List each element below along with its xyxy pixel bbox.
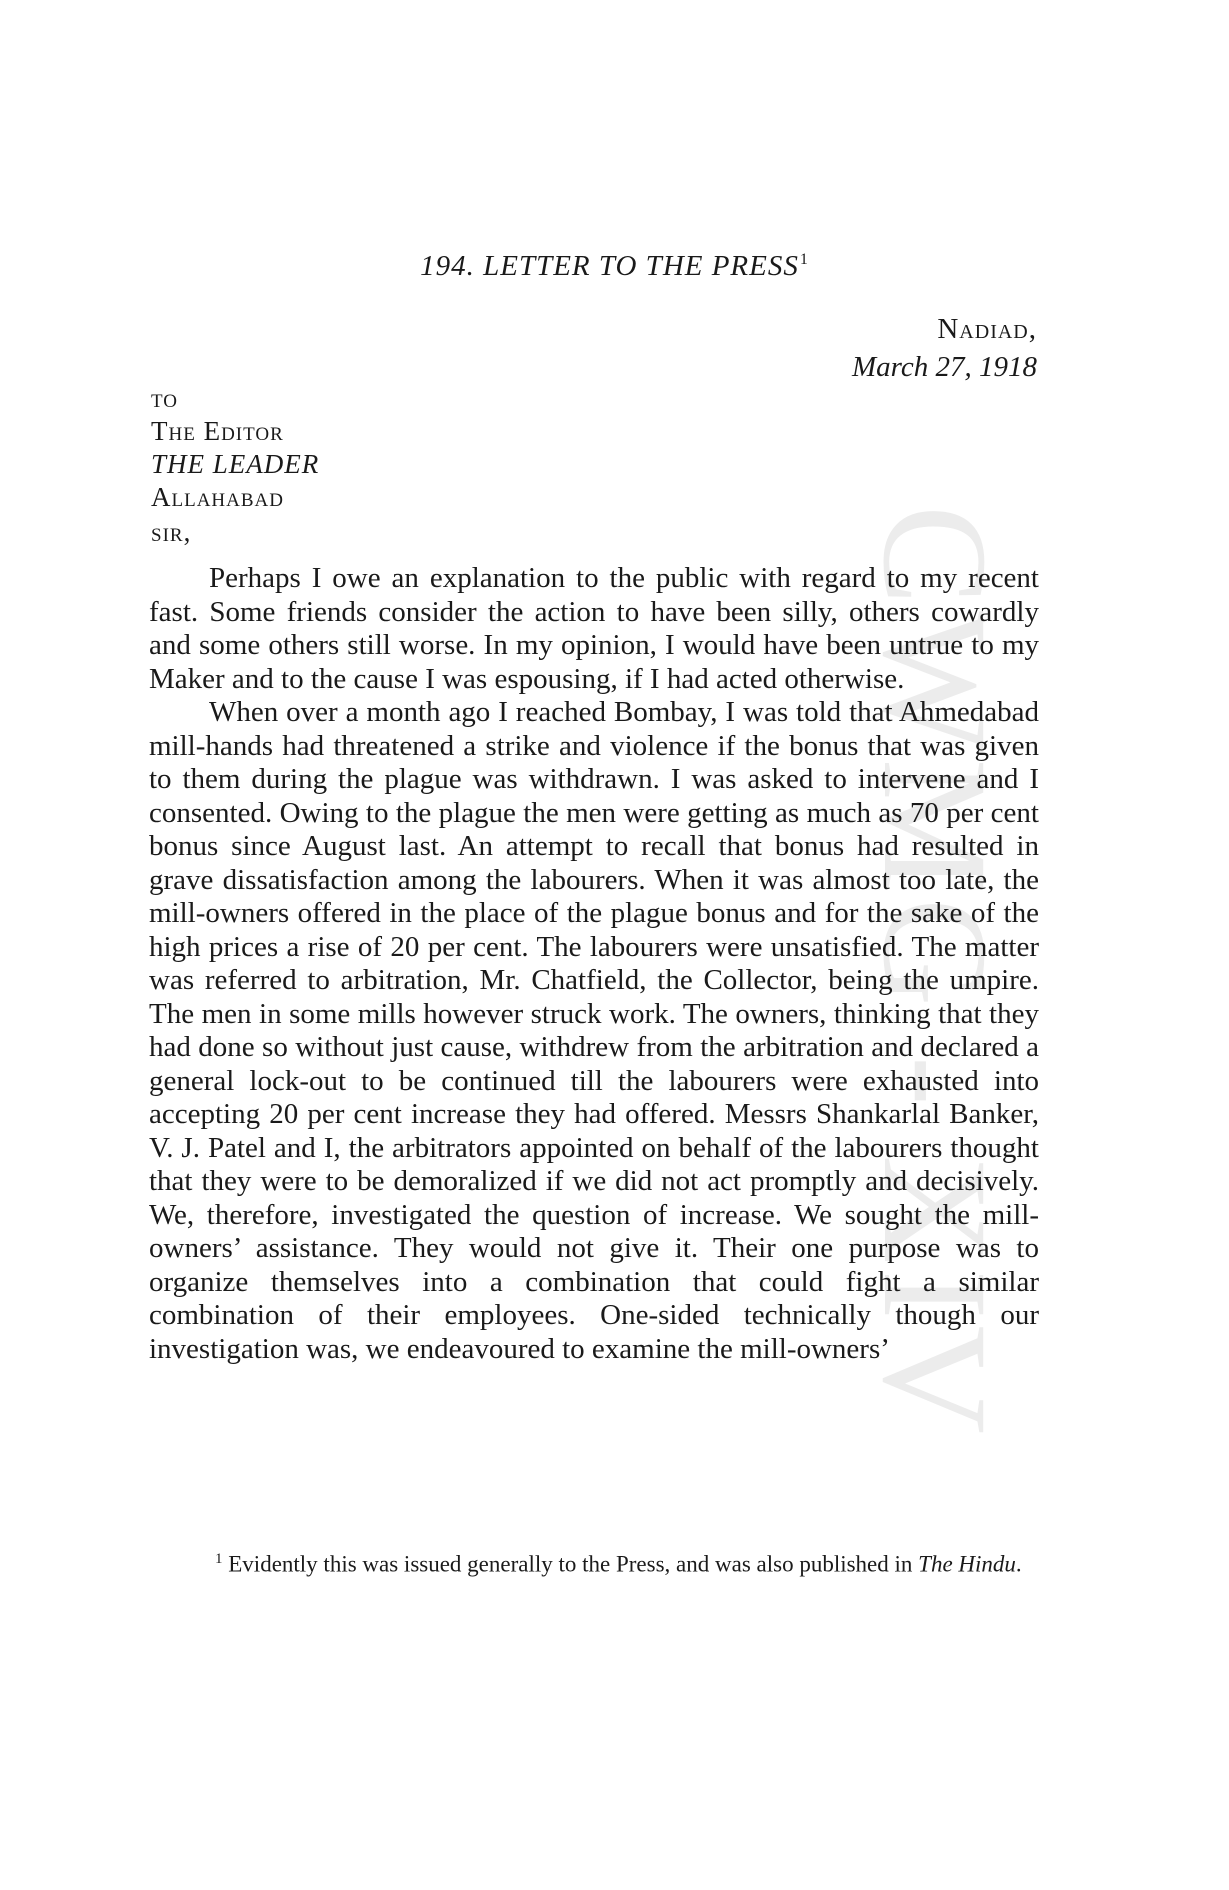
address-city: Allahabad [151,482,284,512]
body-paragraph: When over a month ago I reached Bombay, I was told that Ahmedabad mill-hands had threatened a strike and violence if the bonus that was given to them during the plague was withdrawn. I was asked to intervene and I consented. Owing to the plague the men were getting as much as 70 per cent bonus since August last. An attempt to recall that bonus had resulted in grave dissatisfaction among the labourers. When it was almost too late, the mill-owners offered in the place of the plague bonus and for the sake of the high prices a rise of 20 per cent. The labourers were unsatisfied. The matter was referred to arbitration, Mr. Chatfield, the Collector, being the umpire. The men in some mills however struck work. The owners, thinking that they had done so without just cause, withdrew from the arbitration and declared a general lock-out to be continued till the labourers were exhausted into accepting 20 per cent increase they had offered. Messrs Shankarlal Banker, V. J. Patel and I, the arbitrators appointed on behalf of the labourers thought that they were to be demoralized if we did not act promptly and decisively. We, therefore, investigated the question of increase. We sought the mill-owners’ assistance. They would not give it. Their one purpose was to organize themselves into a combination that could fight a similar combination of their employees. One-sided technically though our investigation was, we endeavoured to examine the mill-owners’ [149,696,1039,1365]
footnote-publication: The Hindu [918,1551,1016,1577]
address-block [151,382,319,549]
address-recipient: The Editor [151,416,284,446]
salutation: sir, [151,517,192,547]
watermark: CWMG - XIV [852,505,1018,1440]
letter-body [149,562,1039,1366]
footnote-paragraph [155,1545,1042,1579]
address-publication: THE LEADER [151,449,320,479]
dateline [852,310,1037,386]
footnote-text: Evidently this was issued generally to the Press, and was also published in [228,1551,913,1577]
footnote-marker: 1 [215,1551,223,1567]
dateline-place: Nadiad, [937,313,1037,345]
heading-number: 194. [420,250,475,282]
heading-footnote-ref: 1 [799,251,809,269]
body-paragraph: Perhaps I owe an explanation to the public with regard to my recent fast. Some friends consider the action to have been silly, others cowardly and some others still worse. In my opinion, I would have been untrue to my Maker and to the cause I was espousing, if I had acted otherwise. [149,562,1039,695]
footnote-end: . [1015,1551,1022,1577]
heading-title: LETTER TO THE PRESS [483,250,799,282]
letter-heading [0,250,1229,283]
dateline-date: March 27, 1918 [852,351,1037,383]
footnote [155,1545,1042,1579]
address-to: to [151,383,178,413]
